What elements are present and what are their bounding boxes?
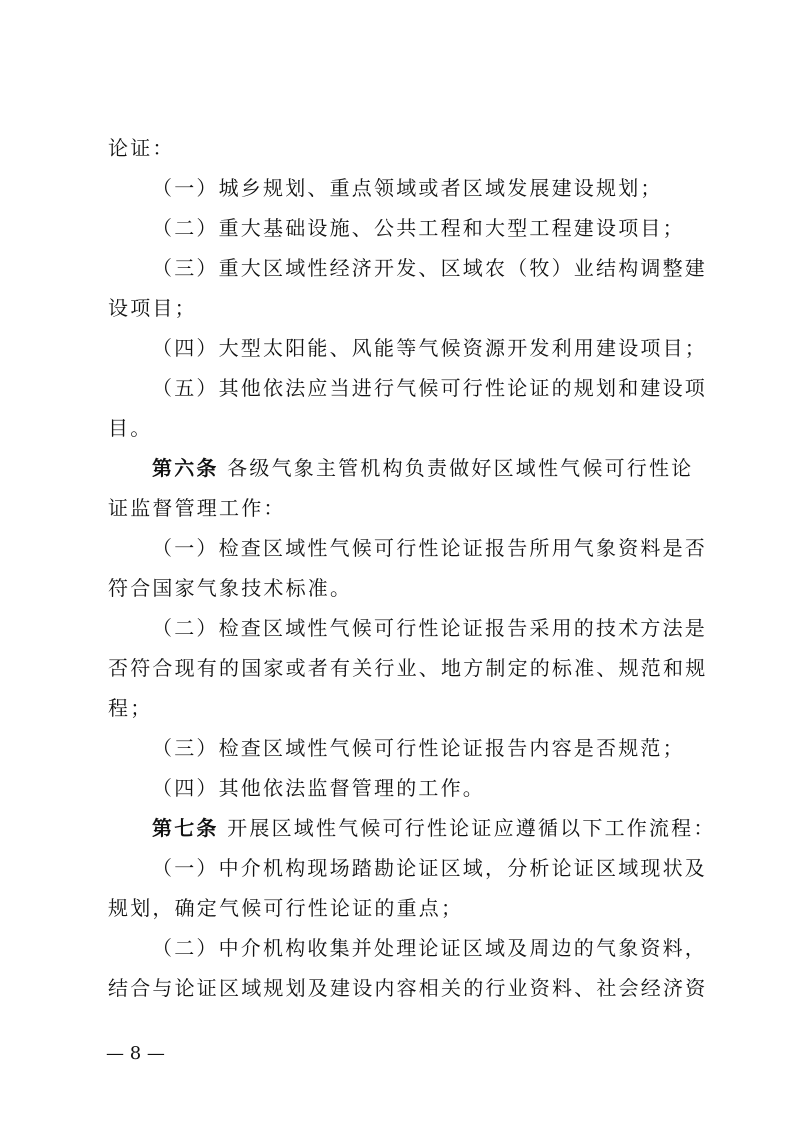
text-line: 结合与论证区域规划及建设内容相关的行业资料、社会经济资 <box>108 976 708 1000</box>
list-item: （一）中介机构现场踏勘论证区域，分析论证区域现状及 <box>152 856 707 880</box>
article-six <box>108 448 698 488</box>
article-seven-text: 开展区域性气候可行性论证应遵循以下工作流程： <box>227 816 716 840</box>
list-item: （二）检查区域性气候可行性论证报告采用的技术方法是 <box>152 616 707 640</box>
text-line: 目。 <box>108 416 153 440</box>
text-line: 证监督管理工作： <box>108 496 286 520</box>
list-item: （五）其他依法应当进行气候可行性论证的规划和建设项 <box>152 376 707 400</box>
document-body <box>108 128 716 1008</box>
list-item: （三）检查区域性气候可行性论证报告内容是否规范； <box>152 736 685 760</box>
text-line: 符合国家气象技术标准。 <box>108 576 353 600</box>
article-six-label: 第六条 <box>152 456 219 480</box>
article-seven <box>108 808 716 848</box>
list-item: （四）其他依法监督管理的工作。 <box>152 776 485 800</box>
page-number: — 8 — <box>106 1043 165 1064</box>
list-item: （一）检查区域性气候可行性论证报告所用气象资料是否 <box>152 536 707 560</box>
text-line: 规划，确定气候可行性论证的重点； <box>108 896 464 920</box>
list-item: （二）中介机构收集并处理论证区域及周边的气象资料， <box>152 936 707 960</box>
list-item: （三）重大区域性经济开发、区域农（牧）业结构调整建 <box>152 256 707 280</box>
list-item: （一）城乡规划、重点领域或者区域发展建设规划； <box>152 176 663 200</box>
article-seven-label: 第七条 <box>152 816 219 840</box>
text-line: 论证： <box>108 136 175 160</box>
list-item: （二）重大基础设施、公共工程和大型工程建设项目； <box>152 216 685 240</box>
text-line: 设项目； <box>108 296 197 320</box>
article-six-text: 各级气象主管机构负责做好区域性气候可行性论 <box>227 456 694 480</box>
text-line: 程； <box>108 696 153 720</box>
text-line: 否符合现有的国家或者有关行业、地方制定的标准、规范和规 <box>108 656 708 680</box>
list-item: （四）大型太阳能、风能等气候资源开发利用建设项目； <box>152 336 707 360</box>
